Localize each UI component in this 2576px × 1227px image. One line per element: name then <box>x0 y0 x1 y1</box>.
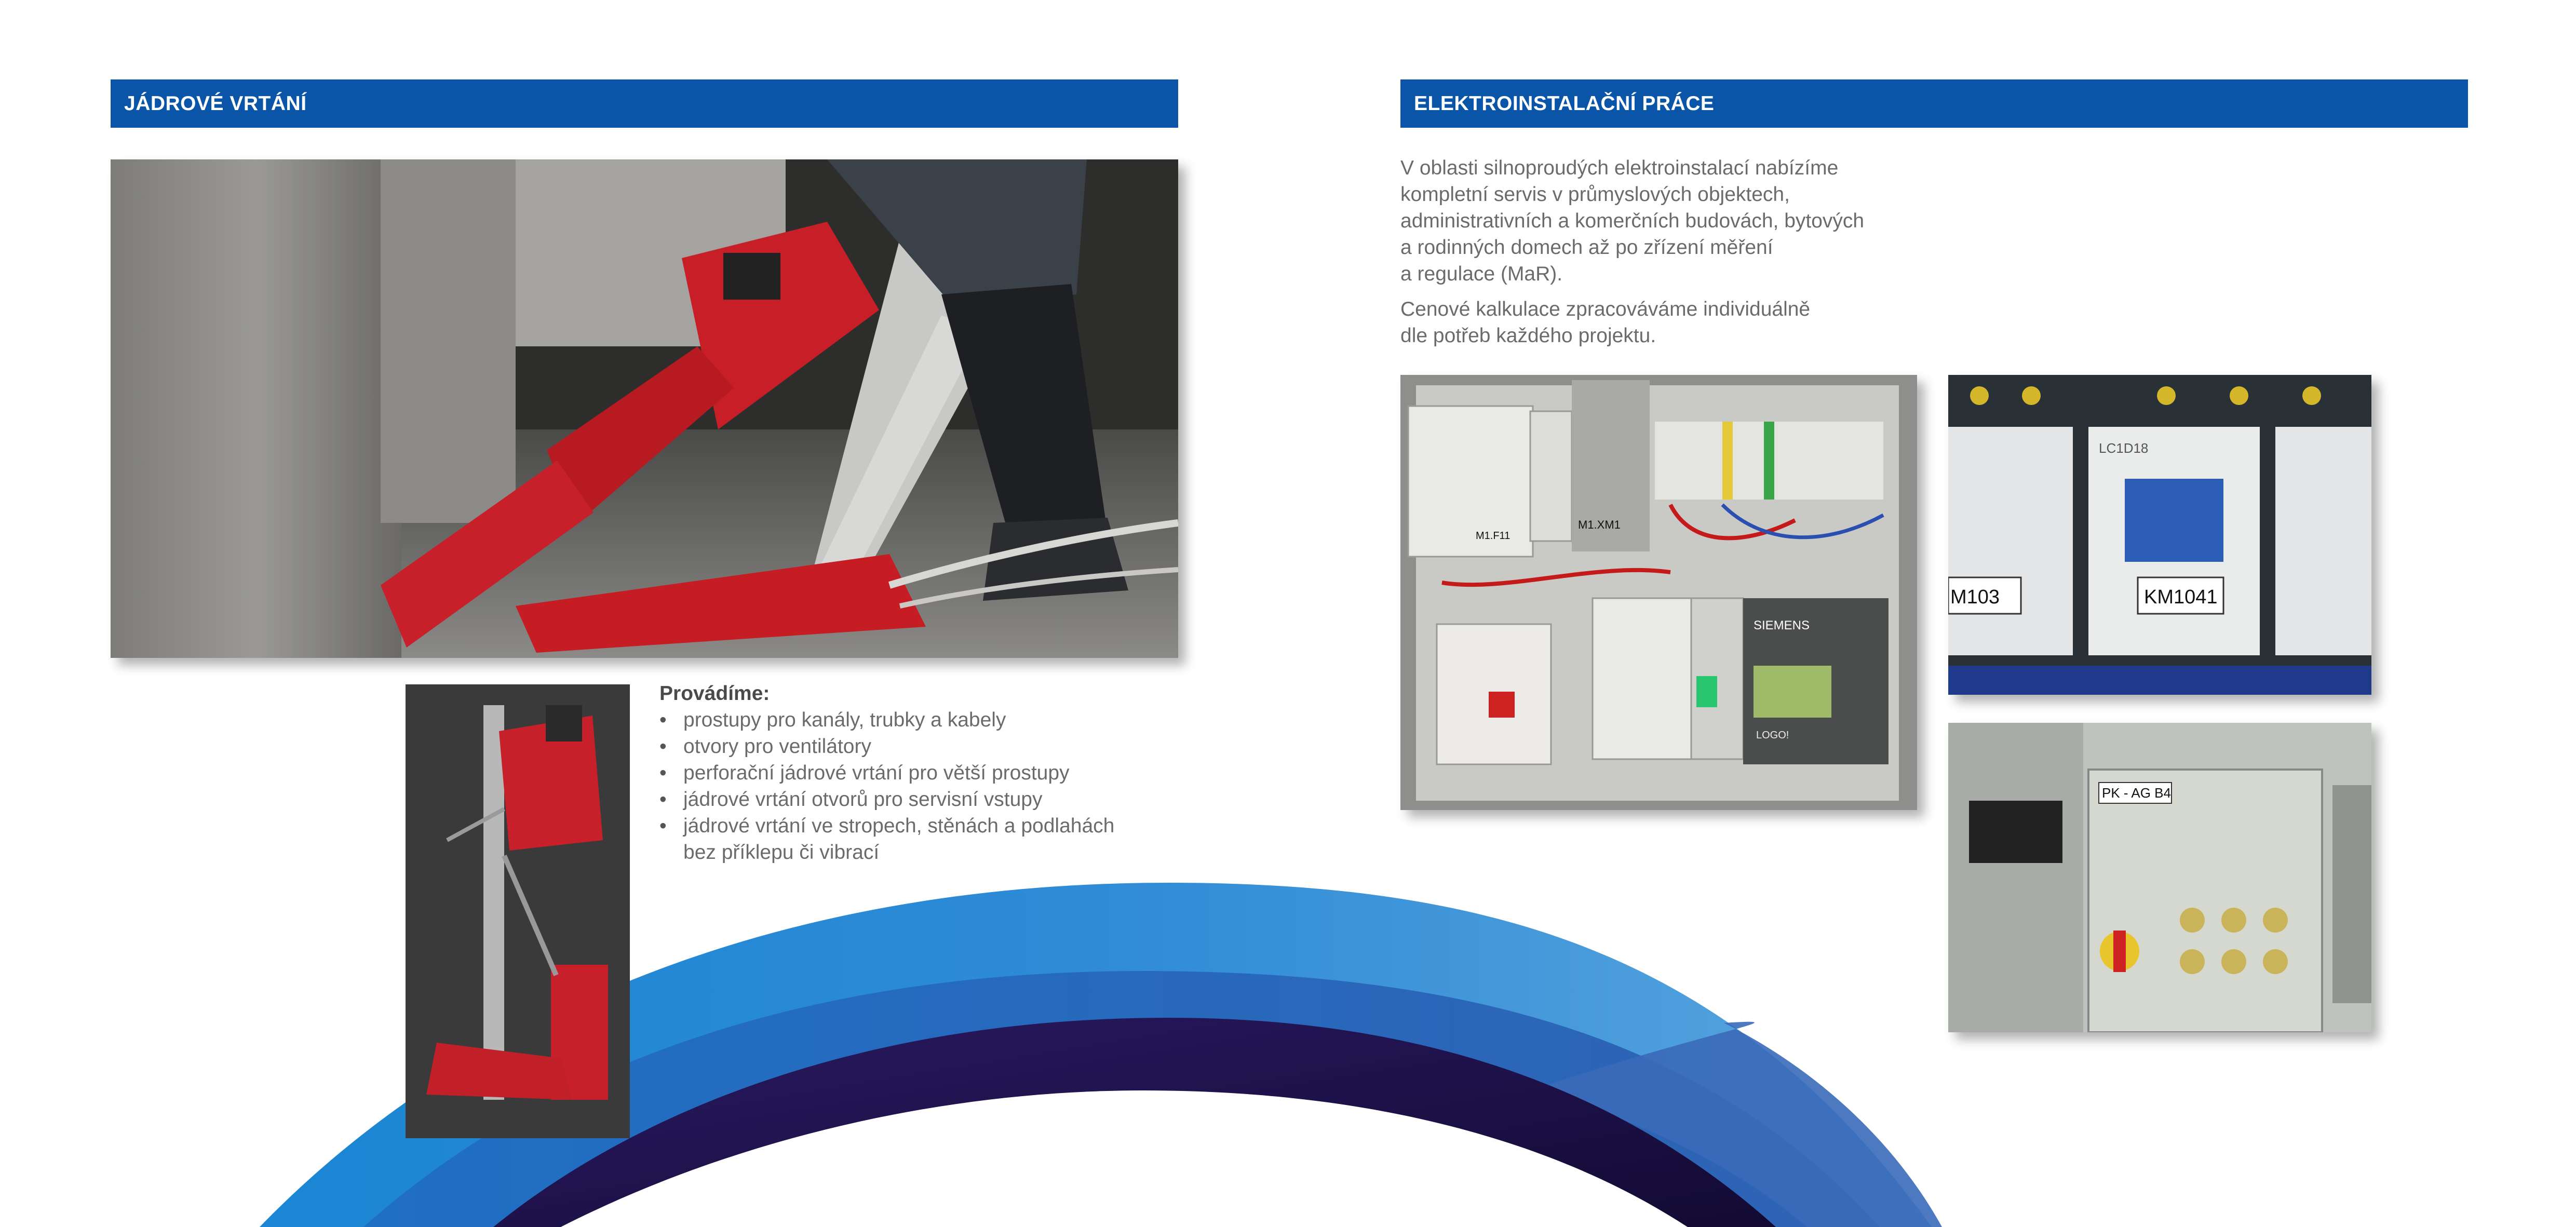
paragraph-line: dle potřeb každého projektu. <box>1400 325 1656 347</box>
section-heading-electrical-work <box>1400 79 2468 128</box>
list-item <box>659 813 1179 866</box>
contactor-label-main: KM1041 <box>2144 586 2218 608</box>
paragraph-line: a regulace (MaR). <box>1400 263 1563 285</box>
list-item: • prostupy pro kanály, trubky a kabely <box>659 707 1179 733</box>
electrical-pricing-paragraph <box>1400 296 1972 349</box>
box-label: PK - AG B4 <box>2102 785 2171 801</box>
paragraph-line: Cenové kalkulace zpracováváme individuálně <box>1400 298 1811 320</box>
core-drilling-main-photo <box>111 159 1178 658</box>
services-intro: Provádíme: <box>659 682 770 705</box>
electrical-intro-paragraph <box>1400 155 1972 287</box>
panel-label-m1f1: M1.F11 <box>1476 530 1510 542</box>
brand-siemens-label: SIEMENS <box>1754 618 1810 632</box>
list-item-line: bez příklepu či vibrací <box>683 841 880 864</box>
core-drill-stand-photo <box>406 684 630 1138</box>
contactors-photo <box>1948 375 2371 695</box>
brand-logo-label: LOGO! <box>1756 730 1789 741</box>
paragraph-line: administrativních a komerčních budovách, bytových <box>1400 210 1865 232</box>
distribution-box-photo <box>1948 723 2371 1032</box>
services-list-block <box>659 680 1179 866</box>
section-heading-core-drilling-text: JÁDROVÉ VRTÁNÍ <box>124 92 307 115</box>
section-heading-electrical-work-text: ELEKTROINSTALAČNÍ PRÁCE <box>1414 92 1715 115</box>
list-item: • otvory pro ventilátory <box>659 733 1179 760</box>
paragraph-line: a rodinných domech až po zřízení měření <box>1400 236 1773 259</box>
list-item-line: • jádrové vrtání ve stropech, stěnách a podlahách <box>683 815 1115 837</box>
contactor-label-left: M103 <box>1950 586 2000 608</box>
panel-label-m1: M1.XM1 <box>1578 518 1621 531</box>
list-item: • jádrové vrtání otvorů pro servisní vstupy <box>659 786 1179 813</box>
electrical-panel-photo <box>1400 375 1917 810</box>
list-item: • perforační jádrové vrtání pro větší prostupy <box>659 760 1179 786</box>
paragraph-line: V oblasti silnoproudých elektroinstalací nabízíme <box>1400 157 1839 179</box>
section-heading-core-drilling <box>111 79 1178 128</box>
services-list <box>659 707 1179 866</box>
paragraph-line: kompletní servis v průmyslových objektech, <box>1400 183 1790 206</box>
contactor-model-label: LC1D18 <box>2099 440 2149 456</box>
